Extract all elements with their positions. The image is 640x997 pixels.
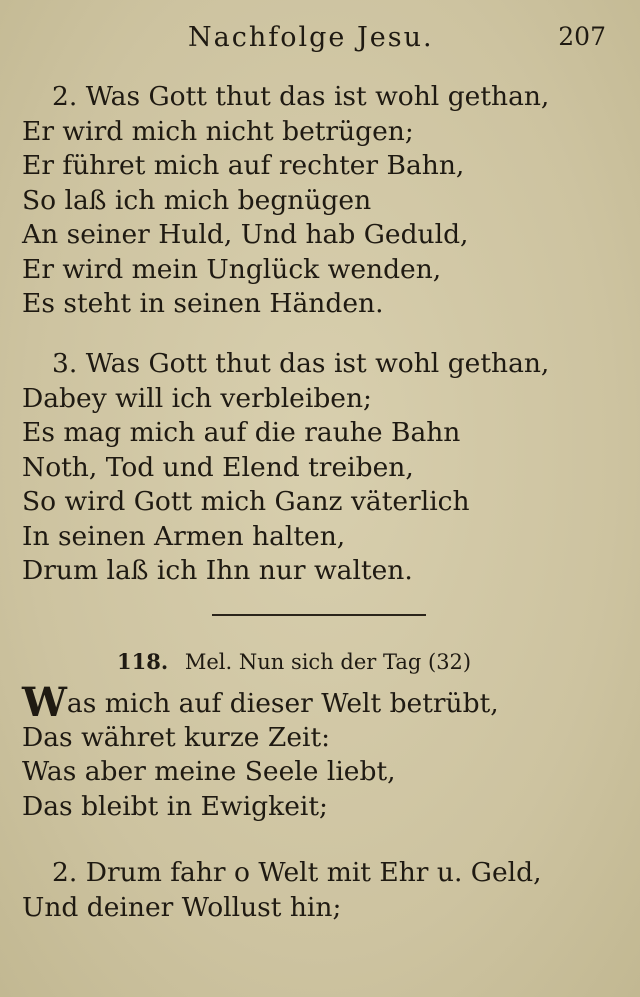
hymn-118-stanza-2 xyxy=(22,856,542,925)
verse-line: Das bleibt in Ewigkeit; xyxy=(22,790,328,822)
drop-cap: W xyxy=(22,679,67,726)
verse-line: Es steht in seinen Händen. xyxy=(22,288,384,319)
verse-line: Er wird mein Unglück wenden, xyxy=(22,253,442,285)
melody-reference: Mel. Nun sich der Tag (32) xyxy=(184,650,472,674)
verse-line: Noth, Tod und Elend treiben, xyxy=(22,451,414,483)
verse-line: Das währet kurze Zeit: xyxy=(22,721,331,753)
verse-line: 3. Was Gott thut das ist wohl gethan, xyxy=(52,348,550,379)
verse-line: Und deiner Wollust hin; xyxy=(22,891,342,923)
section-divider xyxy=(212,614,426,616)
page-header xyxy=(0,22,640,58)
verse-line: In seinen Armen halten, xyxy=(22,520,346,552)
verse-line: 2. Drum fahr o Welt mit Ehr u. Geld, xyxy=(52,857,542,888)
running-title: Nachfolge Jesu. xyxy=(188,22,434,53)
verse-line xyxy=(22,679,499,726)
verse-line: Er wird mich nicht betrügen; xyxy=(22,115,414,147)
verse-line: An seiner Huld, Und hab Geduld, xyxy=(22,219,469,250)
verse-line: Was aber meine Seele liebt, xyxy=(22,756,396,787)
stanza-2 xyxy=(22,80,549,322)
verse-line: Dabey will ich verbleiben; xyxy=(22,382,372,414)
page-number: 207 xyxy=(558,22,606,51)
verse-line: So wird Gott mich Ganz väterlich xyxy=(22,486,470,517)
verse-line: Es mag mich auf die rauhe Bahn xyxy=(22,417,461,448)
verse-line: Er führet mich auf rechter Bahn, xyxy=(22,150,465,181)
verse-line: So laß ich mich begnügen xyxy=(22,184,372,216)
verse-line: 2. Was Gott thut das ist wohl gethan, xyxy=(52,81,550,112)
hymn-118-stanza-1 xyxy=(22,679,499,824)
hymn-header xyxy=(117,647,471,677)
verse-line: Drum laß ich Ihn nur walten. xyxy=(22,555,413,586)
first-line-rest: as mich auf dieser Welt betrübt, xyxy=(66,688,499,719)
hymn-number: 118. xyxy=(117,649,169,674)
stanza-3 xyxy=(22,347,549,589)
